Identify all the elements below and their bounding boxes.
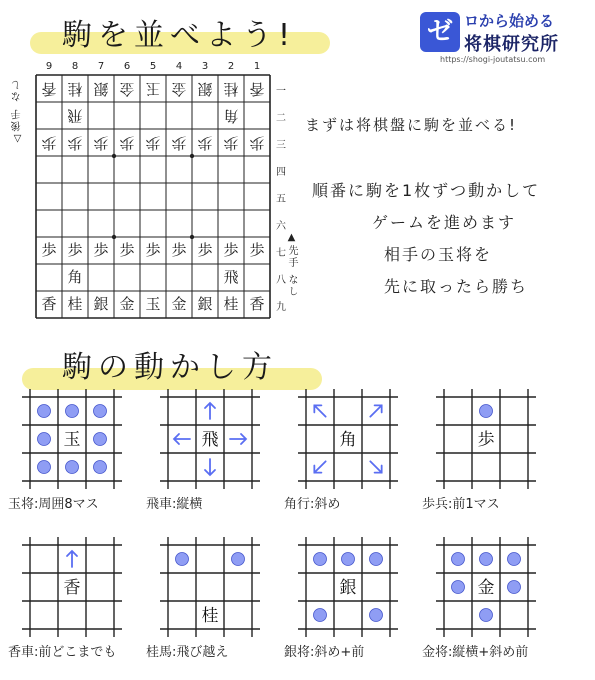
move-piece: 香 [63, 578, 81, 598]
move-dot [452, 581, 465, 594]
move-arrow-icon [67, 551, 77, 567]
sente-piece: 金 [171, 295, 187, 313]
move-dot [66, 405, 79, 418]
move-dot [66, 461, 79, 474]
gote-piece: 歩 [67, 134, 83, 152]
row-number: 八 [276, 275, 286, 286]
sente-label: ▲先手 なし [286, 232, 297, 299]
page-title: 駒を並べよう! [62, 18, 297, 53]
sente-piece: 銀 [197, 295, 213, 313]
row-number: 七 [276, 248, 286, 259]
sente-piece: 角 [67, 268, 83, 286]
move-piece: 銀 [339, 578, 357, 598]
move-diagram [22, 537, 122, 637]
move-piece: 金 [477, 578, 495, 598]
move-dot [176, 553, 189, 566]
move-dot [480, 405, 493, 418]
row-number: 六 [276, 221, 286, 232]
move-dot [94, 433, 107, 446]
column-number: 3 [201, 61, 209, 72]
move-arrow-icon [205, 403, 215, 419]
sente-piece: 歩 [67, 241, 83, 259]
move-dot [314, 553, 327, 566]
sente-piece: 歩 [93, 241, 109, 259]
section2-title: 駒の動かし方 [62, 350, 278, 385]
move-label: 飛車:縦横 [146, 497, 203, 512]
gote-piece: 香 [249, 80, 265, 98]
move-dot [94, 461, 107, 474]
gote-label: △後手 なし [12, 78, 23, 145]
gote-piece: 桂 [67, 80, 83, 98]
move-label: 桂馬:飛び越え [146, 645, 229, 660]
gote-piece: 玉 [145, 80, 161, 98]
gote-piece: 歩 [119, 134, 135, 152]
move-dot [452, 553, 465, 566]
logo-url: https://shogi-joutatsu.com [440, 55, 546, 64]
sente-piece: 銀 [93, 295, 109, 313]
desc-line4: 相手の玉将を [384, 245, 493, 264]
move-dot [314, 609, 327, 622]
sente-piece: 玉 [145, 295, 161, 313]
desc-line3: ゲームを進めます [372, 213, 517, 232]
move-dot [370, 609, 383, 622]
column-number: 9 [45, 61, 53, 72]
row-number: 九 [276, 302, 286, 313]
row-number: 一 [276, 86, 286, 97]
column-number: 4 [175, 61, 183, 72]
move-dot [342, 553, 355, 566]
sente-piece: 香 [249, 295, 265, 313]
move-dot [480, 553, 493, 566]
move-dot [480, 609, 493, 622]
sente-piece: 桂 [223, 295, 239, 313]
row-number: 四 [276, 167, 286, 178]
gote-piece: 金 [171, 80, 187, 98]
column-number: 8 [71, 61, 79, 72]
gote-piece: 角 [223, 107, 239, 125]
desc-line1: まずは将棋盤に駒を並べる! [305, 116, 518, 134]
column-number: 5 [149, 61, 157, 72]
move-piece: 飛 [201, 430, 219, 450]
move-diagram [298, 389, 398, 489]
gote-piece: 歩 [145, 134, 161, 152]
move-dot [38, 405, 51, 418]
gote-piece: 香 [41, 80, 57, 98]
column-number: 2 [227, 61, 235, 72]
gote-piece: 歩 [41, 134, 57, 152]
column-number: 6 [123, 61, 131, 72]
column-number: 7 [97, 61, 105, 72]
move-arrow-icon [311, 402, 329, 420]
move-diagram [436, 537, 536, 637]
move-label: 銀将:斜め+前 [284, 645, 365, 660]
move-dot [38, 461, 51, 474]
gote-piece: 桂 [223, 80, 239, 98]
move-arrow-icon [174, 434, 190, 444]
sente-piece: 香 [41, 295, 57, 313]
move-dot [38, 433, 51, 446]
row-number: 五 [276, 194, 286, 205]
move-dot [508, 553, 521, 566]
sente-piece: 桂 [67, 295, 83, 313]
move-arrow-icon [367, 402, 385, 420]
logo-mark: ゼ [420, 12, 460, 52]
gote-piece: 歩 [93, 134, 109, 152]
move-piece: 歩 [477, 430, 495, 450]
move-dot [232, 553, 245, 566]
sente-piece: 歩 [145, 241, 161, 259]
move-label: 金将:縦横+斜め前 [422, 645, 529, 660]
gote-piece: 銀 [197, 80, 213, 98]
sente-piece: 歩 [223, 241, 239, 259]
move-diagram [436, 389, 536, 489]
move-label: 歩兵:前1マス [422, 497, 500, 512]
move-dot [94, 405, 107, 418]
move-piece: 角 [339, 430, 357, 450]
move-label: 玉将:周囲8マス [8, 497, 99, 512]
sente-piece: 歩 [41, 241, 57, 259]
move-label: 香車:前どこまでも [8, 645, 117, 660]
sente-piece: 歩 [197, 241, 213, 259]
move-piece: 玉 [63, 430, 81, 450]
move-arrow-icon [230, 434, 246, 444]
row-number: 二 [276, 113, 286, 124]
move-diagram [160, 537, 260, 637]
move-dot [508, 581, 521, 594]
logo-line1: ロから始める [464, 12, 555, 30]
move-diagram [298, 537, 398, 637]
move-arrow-icon [311, 458, 329, 476]
move-arrow-icon [367, 458, 385, 476]
move-dot [370, 553, 383, 566]
gote-piece: 歩 [223, 134, 239, 152]
move-diagram [160, 389, 260, 489]
move-piece: 桂 [201, 606, 219, 626]
logo-line2: 将棋研究所 [464, 34, 559, 55]
gote-piece: 歩 [249, 134, 265, 152]
sente-piece: 歩 [171, 241, 187, 259]
desc-line2: 順番に駒を1枚ずつ動かして [312, 181, 541, 200]
gote-piece: 金 [119, 80, 135, 98]
desc-line5: 先に取ったら勝ち [384, 277, 529, 296]
move-diagram [22, 389, 122, 489]
gote-piece: 歩 [197, 134, 213, 152]
gote-piece: 銀 [93, 80, 109, 98]
sente-piece: 金 [119, 295, 135, 313]
row-number: 三 [276, 140, 286, 151]
sente-piece: 歩 [119, 241, 135, 259]
gote-piece: 飛 [67, 107, 83, 125]
sente-piece: 歩 [249, 241, 265, 259]
move-label: 角行:斜め [284, 497, 341, 512]
column-number: 1 [253, 61, 261, 72]
move-arrow-icon [205, 459, 215, 475]
gote-piece: 歩 [171, 134, 187, 152]
sente-piece: 飛 [223, 268, 239, 286]
